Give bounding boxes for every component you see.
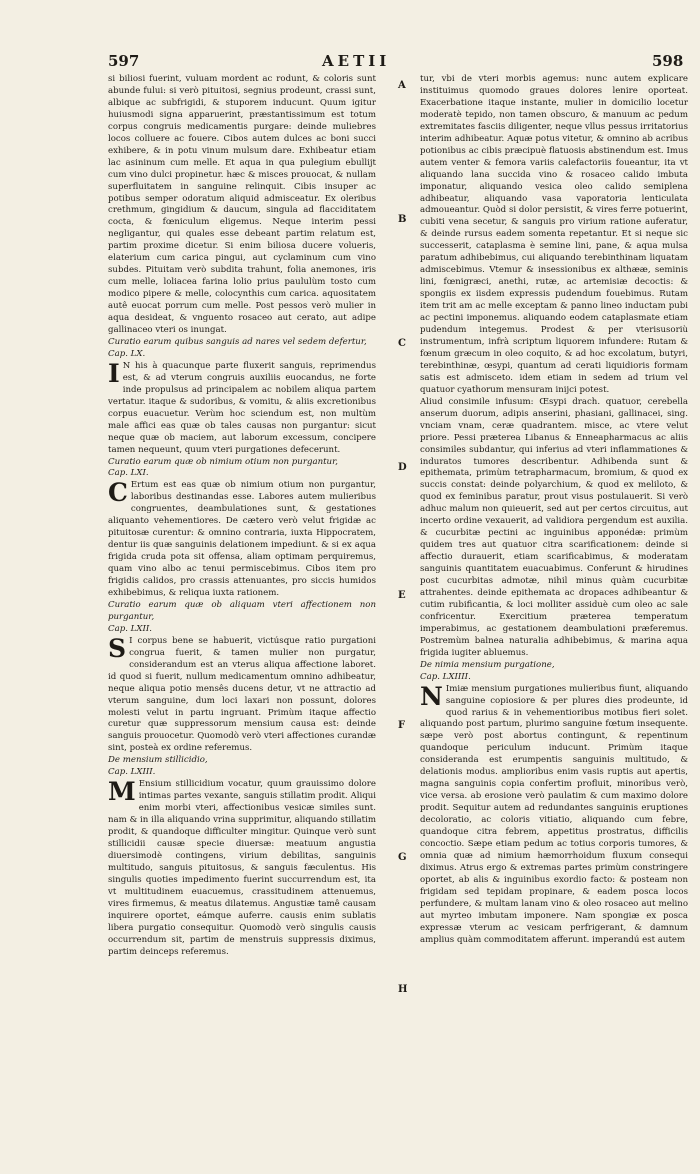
margin-letter: C xyxy=(398,338,406,349)
chapter-heading xyxy=(108,755,376,767)
body-paragraph xyxy=(420,397,688,660)
paragraph-text: Cap. LXIII. xyxy=(108,767,156,778)
chapter-number xyxy=(108,468,376,480)
chapter-heading xyxy=(108,457,376,469)
margin-letter: F xyxy=(398,720,406,731)
paragraph-text: De nimia mensium purgatione, xyxy=(420,659,555,670)
body-paragraph xyxy=(108,480,376,600)
drop-cap: N xyxy=(420,681,443,711)
body-paragraph xyxy=(420,681,688,947)
paragraph-text: Ensium stillicidium vocatur, quum grauissimo dolore intimas partes vexante, sanguis stillatim prodit. Aliqui enim morbi vteri, affectionibus vesicæ similes sunt. nam & in illa aliquando vrina supprimitur, aliquando stillatim prodit, & quandoque difficulter mingitur. Quinque verò sunt stillicidii causæ specie diuersæ: meatuum angustia diuersimodè contingens, virium debilitas, sanguinis multitudo, sanguis pituitosus, & sanguis fæculentus. His singulis quoties impedimento fuerint succurrendum est, ita vt multitudinem euacuemus, crassitudinem attenuemus, vires firmemus, & meatus dilatemus. Angustiæ tamê causam inquirere oportet, eámque auferre. causis enim sublatis libera purgatio consequitur. Quomodò verò singulis causis occurrendum sit, partim de menstruis suppressis diximus, partim deinceps referemus. xyxy=(108,779,376,957)
body-paragraph xyxy=(108,74,376,337)
drop-cap: C xyxy=(108,478,128,508)
body-paragraph xyxy=(108,779,376,958)
paragraph-text: Cap. LXI. xyxy=(108,468,149,479)
paragraph-text: I corpus bene se habuerit, victúsque ratio purgationi congrua fuerit, & tamen mulier non purgatur, considerandum est an vterus aliqua affectione laboret. id quod si fuerit, nullum medicamentum omnino adhibeatur, neque aliqua potio mensês ducens detur, vt ne attractio ad vterum sanguine, dum loci laxari non possunt, dolores molesti velut in partu ingruant. Primùm itaque affectio curetur quæ suppressorum mensium causa est: deinde sanguis prouocetur. Quomodò verò vteri affectiones curandæ sint, posteà ex ordine referemus. xyxy=(108,635,376,754)
paragraph-text: Curatio earum quæ ob aliquam vteri affectionem non purgantur, xyxy=(108,599,376,622)
chapter-heading xyxy=(420,660,688,672)
margin-letter: D xyxy=(398,462,407,473)
paragraph-text: Cap. LXIIII. xyxy=(420,671,471,682)
margin-letter: B xyxy=(398,214,407,225)
paragraph-text: Imiæ mensium purgationes mulieribus fiunt, aliquando sanguine copiosiore & per plures dies prodeunte, id quod rarius & in vehementioribus motibus fieri solet. aliquando post partum, plurimo sanguine fœtum insequente. sæpe verò post abortus contingunt, & repentinum quandoque periculum inducunt. Primùm itaque consideranda est erumpentis sanguinis multitudo, & delationis modus. amplioribus enim vasis ruptis aut apertis, magna sanguinis copia confertim profluit, minoribus verò, vice versa. ab erosione verò paulatim & cum maximo dolore prodit. Sequitur autem ad redundantes sanguinis eruptiones decoloratio, ac coloris vitiatio, aliquando cum febre, quandoque citra febrem, appetitus prostratus, difficilis concoctio. Sæpe etiam pedum ac totius corporis tumores, & omnia quæ ad nimium hæmorrhoidum fluxum consequi diximus. Atrus ergo & extremas partes primùm constringere oportet, ab alis & inguinibus exordio facto: & posteam non frigidam sed tepidam propinare, & eadem posca locos perfundere, & multam lanam vino & oleo rosaceo aut melino aut myrteo imbutam imponere. Nam spongiæ ex posca expressæ vterum ac vesicam perfrigerant, & damnum amplius quàm commoditatem afferunt. imperandú est autem xyxy=(420,683,688,945)
running-header xyxy=(0,52,700,72)
right-text-column xyxy=(420,74,688,1134)
left-text-column xyxy=(108,74,376,1134)
page-number-left: 597 xyxy=(108,52,140,70)
chapter-heading xyxy=(108,337,376,349)
running-title: AETII xyxy=(322,52,391,70)
body-paragraph xyxy=(108,633,376,756)
chapter-number xyxy=(108,349,376,361)
chapter-heading xyxy=(108,600,376,624)
margin-letter: A xyxy=(398,80,406,91)
margin-letter: H xyxy=(398,984,408,995)
paragraph-text: Ertum est eas quæ ob nimium otium non purgantur, laboribus destinandas esse. Labores autem mulieribus congruentes, deambulationes sunt, & gestationes aliquanto vehementiores. De cætero verò velut frigidæ ac pituitosæ curentur: & omnino contraria, iuxta Hippocratem, dentur iis quæ sanguinis delationem impediunt. & si ex aqua frigida cruda pota sit offensa, aliam optimam perquiremus, quam vino albo ac tenui permiscebimus. Cibos item pro frigidis calidos, pro crassis attenuantes, pro siccis humidos exhibebimus, & reliqua iuxta rationem. xyxy=(108,480,376,598)
body-paragraph xyxy=(420,74,688,397)
margin-letter: G xyxy=(398,852,407,863)
drop-cap: M xyxy=(108,777,136,807)
drop-cap: S xyxy=(108,633,127,663)
page-number-right: 598 xyxy=(652,52,684,70)
drop-cap: I xyxy=(108,358,120,388)
paragraph-text: Curatio earum quibus sanguis ad nares vel sedem defertur, xyxy=(108,336,367,347)
paragraph-text: De mensium stillicidio, xyxy=(108,755,208,766)
paragraph-text: N his à quacunque parte fluxerit sanguis, reprimendus est, & ad vterum congruis auxiliis euocandus, ne forte inde propulsus ad principalem ac nobilem aliqua partem vertatur. itaque & sudoribus, & vomitu, & aliis excretionibus corpus euacuetur. Verùm hoc sciendum est, non multùm male affici eas quæ ob tales causas non purgantur: sicut neque quæ ob maciem, aut laborum excessum, concipere tamen nequeunt, quum vteri purgationes defecerunt. xyxy=(108,360,376,455)
paragraph-text: Aliud consimile infusum: Œsypi drach. quatuor, cerebella anserum duorum, adipis anserini, phasiani, gallinacei, sing. vnciam vnam, ceræ quadrantem. misce, ac vtere velut priore. Pessi præterea Libanus & Enneapharmacus ac aliis consimiles subdantur, qui inferius ad vteri inflammationes & induratos tumores describentur. Adhibenda sunt & epithemata, primùm tetrapharmacum, bromium, & quod ex succis constat: deinde polyarchium, & quod ex meliloto, & quod ex feminibus paratur, prout visus postulauerit. Si verò adhuc malum non quieuerit, sed aut per certos circuitus, aut incerto ordine vexauerit, ad validiora pergendum est auxilia. & cucurbitæ pectini ac inguinibus apponédæ: primùm quidem tres aut quatuor citra scarificationem: deinde si affectio durauerit, etiam scarificabimus, & moderatam sanguinis quantitatem euacuabimus. Conferunt & hirudines post cucurbitas admotæ, nihil minus quàm cucurbitæ attrahentes. deinde epithemata ac dropaces adhibeantur & cutim rubificantia, & loci molliter assiduè cum oleo ac sale confricentur. Exercitium præterea temperatum imperabimus, ac gestationem deambulationi præferemus. Postremùm balnea naturalia adhibebimus, & marina aqua frigida iugiter abluemus. xyxy=(420,396,688,658)
paragraph-text: Cap. LX. xyxy=(108,348,146,359)
paragraph-text: si biliosi fuerint, vuluam mordent ac rodunt, & coloris sunt abunde fului: si verò pituitosi, segnius prodeunt, crassi sunt, albique ac subfrigidi, & stuporem inducunt. Quum igitur huiusmodi signa apparuerint, præstantissimum est totum corpus congruis medicamentis purgare: deinde muliebres locos colluere ac fouere. Cibos autem dulces ac boni succi exhibere, & in potu vinum mulsum dare. Exhibeatur etiam lac asininum cum melle. Et aqua in qua pulegium ebullijt cum vino dulci propinetur. hæc & misces prouocat, & nullam superfluitatem in sanguine relinquit. Cibis insuper ac potibus semper odoratum aliquid admisceatur. Ex oleribus crethmum, gingidium & daucum, singula ad flacciditatem cocta, & fœniculum eligemus. Neque interim pessi negligantur, qui quales esse debeant partim relatum est, partim proxime dicetur. Si enim biliosa ducere volueris, elaterium cum carica pingui, aut cyclaminum cum vino subdes. Pituitam verò subdita trahunt, folia anemones, iris cum melle, loliacea farina lolio prius paululùm tosto cum modico pipere & melle, colocynthis cum carica. aquositatem autê euocat porrum cum melle. Post pessos verò mulier in aqua desideat, & vnguento rosaceo aut cerato, aut adipe gallinaceo vteri os inungat. xyxy=(108,74,376,336)
margin-letter: E xyxy=(398,590,406,601)
paragraph-text: Cap. LXII. xyxy=(108,623,153,634)
paragraph-text: Curatio earum quæ ob nimium otium non purgantur, xyxy=(108,456,338,467)
body-paragraph xyxy=(108,358,376,457)
chapter-number xyxy=(108,767,376,779)
chapter-number xyxy=(108,624,376,636)
paragraph-text: tur, vbi de vteri morbis agemus: nunc autem explicare instituimus quomodo graues dolores lenire oporteat. Exacerbatione itaque instante, mulier in domicilio locetur moderatè tepido, non tamen obscuro, & manuum ac pedum extremitates fasciis diligenter, neque vllus pessus irritatorius interim adhibeatur. Aquæ potus vitetur, & omnino ab acribus potionibus ac cibis præcipuè flatuosis abstinendum est. Imus autem venter & femora variis calefactoriis foueantur, ita vt aliquando lana succida vino & rosaceo calido imbuta imponatur, aliquando vesica oleo calido semiplena adhibeatur, aliquando vasa vaporatoria lenticulata admoueantur. Quòd si dolor persistit, & vires ferre potuerint, cubiti vena secetur, & sanguis pro virium ratione auferatur, & deinde rursus eadem somenta repetantur. Et si neque sic successerit, cataplasma è semine lini, pane, & aqua mulsa paratum adhibebimus, cui aliquando terebinthinam liquatam admiscebimus. Vtemur & insessionibus ex althææ, seminis lini, fœnigræci, anethi, rutæ, ac artemisiæ decoctis: & spongiis ex iisdem expressis pudendum fouebimus. Rutam item trit am ac melle exceptam & panno lineo inductam pubi ac pectini imponemus. aliquando eodem cataplasmate etiam pudendum integemus. Prodest & per vterisusoriù instrumentum, infrà scriptum liquorem infundere: Rutam & fœnum græcum in oleo coquito, & ad hoc excolatum, butyri, terebinthinæ, œsypi, quantum ad cerati liquidioris formam satis est admisceto. idem etiam in sedem ad trium vel quatuor cyathorum mensuram inijci potest. xyxy=(420,74,688,395)
chapter-number xyxy=(420,672,688,684)
